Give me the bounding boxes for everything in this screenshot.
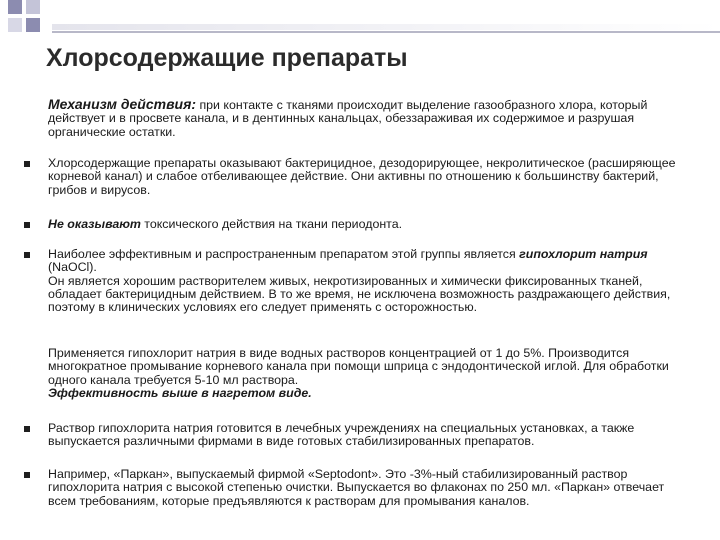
list-item-text: (NaOCl). xyxy=(48,260,97,275)
bullet-icon xyxy=(24,472,30,478)
list-item-text: Применяется гипохлорит натрия в виде водных растворов концентрацией от 1 до 5%. Производится многократное промывание корневого канала при помощи шприца с эндодонтической иглой. Для обработки одного канала требуется 5-10 мл раствора. xyxy=(48,346,669,387)
decor-square xyxy=(26,0,40,14)
decor-square xyxy=(8,18,22,32)
list-item-emphasis: Эффективность выше в нагретом виде. xyxy=(48,385,312,400)
bullet-icon xyxy=(24,252,30,258)
mechanism-text: при контакте с тканями происходит выделение газообразного хлора, который действует и в просвете канала, и в дентинных канальцах, обеззараживая их содержимое и разрушая органические остатки. xyxy=(48,98,648,139)
list-item-emphasis: Не оказывают xyxy=(48,217,141,231)
list-item-emphasis: гипохлорит натрия xyxy=(519,247,648,261)
slide-title: Хлорсодержащие препараты xyxy=(46,44,408,72)
list-item xyxy=(48,422,678,449)
list-item-text: Наиболее эффективным и распространенным препаратом этой группы является xyxy=(48,247,520,261)
bullet-icon xyxy=(24,161,30,167)
mechanism-paragraph xyxy=(48,98,678,139)
bullet-icon xyxy=(24,426,30,432)
mechanism-label: Механизм действия: xyxy=(48,96,197,112)
list-item xyxy=(48,218,678,231)
list-item-text: токсического действия на ткани периодонта. xyxy=(140,217,403,231)
header-band xyxy=(52,24,720,30)
bullet-icon xyxy=(24,222,30,228)
list-item-text: Например, «Паркан», выпускаемый фирмой «Septodont». Это -3%-ный стабилизированный раствор гипохлорита натрия с высокой степенью очистки. Выпускается во флаконах по 250 мл. «Паркан» отвечает всем требованиям, которые предъявляются к растворам для промывания каналов. xyxy=(48,467,665,508)
header-rule xyxy=(52,31,720,33)
list-item-text: Он является хорошим растворителем живых, некротизированных и химически фиксированных тканей, обладает бактерицидным действием. В то же время, не исключена возможность раздражающего действия, поэтому в клинических условиях его следует применять с осторожностью. xyxy=(48,273,671,315)
list-item xyxy=(48,468,678,508)
list-item xyxy=(48,157,678,197)
list-item xyxy=(48,347,678,400)
decor-square xyxy=(8,0,22,14)
list-item xyxy=(48,248,678,314)
list-item-text: Раствор гипохлорита натрия готовится в лечебных учреждениях на специальных установках, а также выпускается различными фирмами в виде готовых стабилизированных препаратов. xyxy=(48,421,635,449)
list-item-text: Хлорсодержащие препараты оказывают бактерицидное, дезодорирующее, некролитическое (расширяющее корневой канал) и слабое отбеливающее действие. Они активны по отношению к большинству бактерий, грибов и вирусов. xyxy=(48,156,676,197)
decor-square xyxy=(26,18,40,32)
